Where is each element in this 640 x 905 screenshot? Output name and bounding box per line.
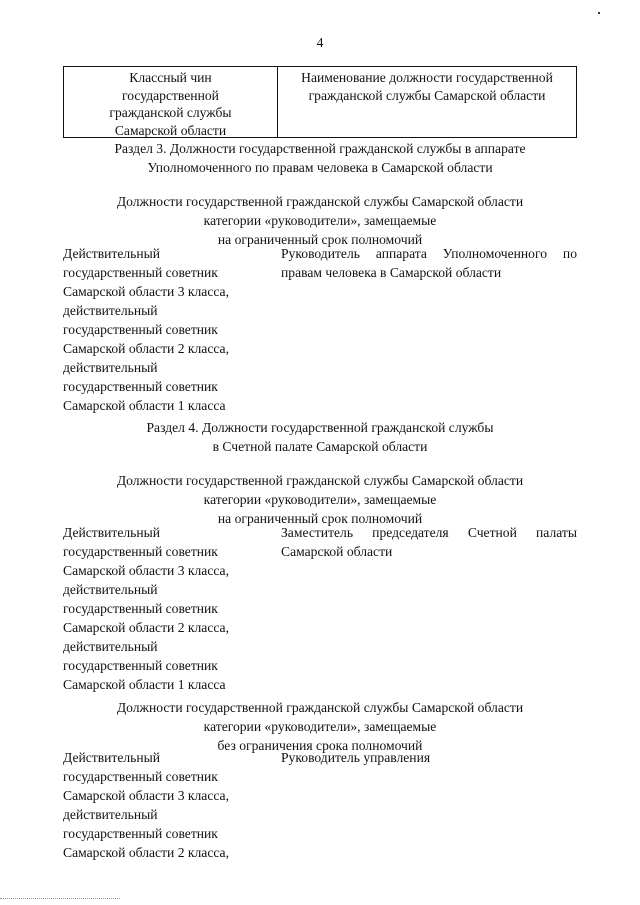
section-4-group-1-rank: Действительный государственный советник Самарской области 3 класса, действительный государственный советник Самарской области 2 класса, действительный государственный советник Самарской области 1 класса <box>63 525 229 692</box>
table-header-rank-column: Классный чин государственной гражданской службы Самарской области <box>64 67 278 137</box>
section-4-group-2-position: Руководитель управления <box>281 750 431 765</box>
section-3-title: Раздел 3. Должности государственной гражданской службы в аппарате Уполномоченного по правам человека в Самарской области <box>114 141 526 175</box>
table-header <box>63 66 577 138</box>
table-header-position-column: Наименование должности государственной гражданской службы Самарской области <box>301 70 553 103</box>
section-4-group-1-position: Заместитель председателя Счетной палаты Самарской области <box>281 525 577 559</box>
page-number: 4 <box>316 35 324 50</box>
scan-mark <box>598 12 600 14</box>
section-4-group-2-rank: Действительный государственный советник Самарской области 3 класса, действительный государственный советник Самарской области 2 класса, <box>63 750 229 860</box>
section-4-group-1-heading: Должности государственной гражданской службы Самарской области категории «руководители», замещаемые на ограниченный срок полномочий <box>116 473 524 526</box>
footer-rule <box>0 898 120 899</box>
section-4-group-2-heading: Должности государственной гражданской службы Самарской области категории «руководители», замещаемые без ограничения срока полномочий <box>116 700 524 753</box>
section-3-group-1-heading: Должности государственной гражданской службы Самарской области категории «руководители», замещаемые на ограниченный срок полномочий <box>116 194 524 247</box>
section-3-group-1-rank: Действительный государственный советник Самарской области 3 класса, действительный государственный советник Самарской области 2 класса, действительный государственный советник Самарской области 1 класса <box>63 246 229 413</box>
section-4-title: Раздел 4. Должности государственной гражданской службы в Счетной палате Самарской области <box>146 420 494 454</box>
section-3-group-1-position: Руководитель аппарата Уполномоченного по правам человека в Самарской области <box>281 246 577 280</box>
